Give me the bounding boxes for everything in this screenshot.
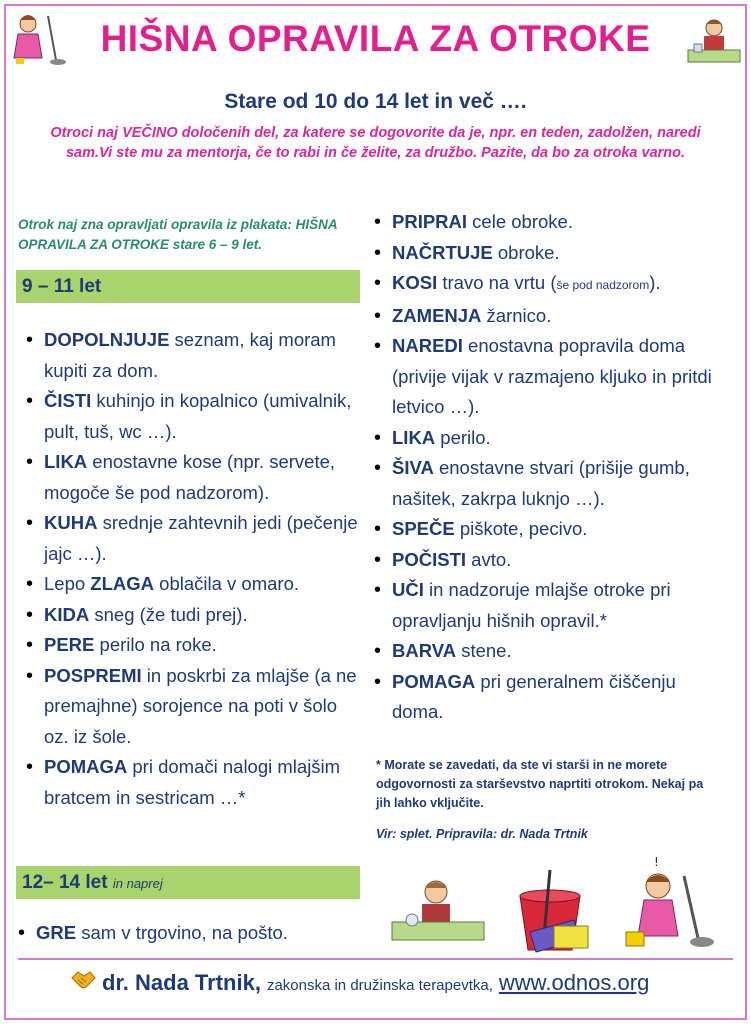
task-verb: BARVA xyxy=(392,640,457,661)
task-verb: ČISTI xyxy=(44,390,92,411)
task-item xyxy=(24,661,364,753)
task-verb: NAREDI xyxy=(392,335,463,356)
task-verb: PRIPRAI xyxy=(392,211,468,232)
task-item xyxy=(372,207,722,238)
age-band-label: 12– 14 let xyxy=(22,872,108,893)
task-verb: ŠIVA xyxy=(392,457,434,478)
task-list-9-11 xyxy=(24,325,364,813)
task-verb: LIKA xyxy=(392,426,436,448)
age-band-suffix: in naprej xyxy=(112,876,163,891)
svg-text:!: ! xyxy=(654,856,659,869)
task-verb: ZLAGA xyxy=(90,573,155,594)
task-text: perilo. xyxy=(435,426,491,448)
source-credit: Vir: splet. Pripravila: dr. Nada Trtnik xyxy=(376,827,588,841)
task-text: obroke. xyxy=(492,241,560,263)
task-item xyxy=(372,667,722,728)
task-verb: ZAMENJA xyxy=(392,304,482,326)
task-verb: NAČRTUJE xyxy=(392,241,493,263)
task-verb: POMAGA xyxy=(44,756,128,777)
task-item xyxy=(24,386,364,447)
task-item xyxy=(24,600,364,631)
task-item xyxy=(24,630,364,661)
footer-divider xyxy=(18,958,733,960)
task-text: seznam, kaj moram kupiti za dom. xyxy=(44,329,336,381)
task-text: in poskrbi za mlajše (a ne premajhne) sorojence na poti v šolo oz. iz šole. xyxy=(44,664,357,747)
handshake-icon xyxy=(70,968,96,990)
task-item xyxy=(372,453,722,514)
task-item xyxy=(372,636,722,667)
task-text: in nadzoruje mlajše otroke pri opravljanju hišnih opravil.* xyxy=(392,579,671,631)
task-text: enostavne kose (npr. servete, mogoče še pod nadzorom). xyxy=(44,451,336,503)
disclaimer-note: * Morate se zavedati, da ste vi starši in ne morete odgovornosti za starševstvo naprtiti otrokom. Nekaj pa jih lahko vključite. xyxy=(376,758,704,810)
task-text: srednje zahtevnih jedi (pečenje jajc …). xyxy=(44,512,358,564)
task-item xyxy=(372,268,722,301)
age-band-9-11 xyxy=(16,270,360,303)
task-verb: KUHA xyxy=(44,512,98,533)
prerequisite-note: Otrok naj zna opravljati opravila iz plakata: HIŠNA OPRAVILA ZA OTROKE stare 6 – 9 let. xyxy=(18,217,338,252)
task-verb: POČISTI xyxy=(392,548,467,570)
task-prefix: Lepo xyxy=(44,573,91,594)
task-verb: DOPOLNJUJE xyxy=(44,329,170,350)
task-text: avto. xyxy=(466,548,512,570)
age-subtitle: Stare od 10 do 14 let in več …. xyxy=(224,90,527,113)
task-verb: KOSI xyxy=(392,272,438,293)
author-name: dr. Nada Trtnik, xyxy=(102,970,261,995)
task-verb: POSPREMI xyxy=(44,664,142,686)
age-band-12-14 xyxy=(16,866,360,899)
task-text: enostavne stvari (prišije gumb, našitek, zakrpa luknjo …). xyxy=(392,457,690,509)
task-item xyxy=(24,325,364,386)
bucket-mop-illustration xyxy=(500,866,600,956)
task-text: stene. xyxy=(456,640,512,661)
task-item xyxy=(24,752,364,813)
task-text: sneg (že tudi prej). xyxy=(89,603,248,625)
task-verb: POMAGA xyxy=(392,670,476,692)
task-item xyxy=(372,545,722,576)
website-link[interactable]: www.odnos.org xyxy=(498,970,650,995)
task-item xyxy=(372,514,722,545)
task-item xyxy=(372,238,722,269)
task-text: kuhinjo in kopalnico (umivalnik, pult, tuš, wc …). xyxy=(44,390,352,442)
task-verb: UČI xyxy=(392,579,424,600)
task-text: oblačila v omaro. xyxy=(154,573,299,594)
girl-vacuum-bottom-illustration xyxy=(624,856,724,952)
task-verb: GRE xyxy=(36,922,77,943)
task-text: enostavna popravila doma (privije vijak v razmajeno kljuko in pritdi letvico …). xyxy=(392,335,712,417)
task-text: cele obroke. xyxy=(467,211,573,232)
task-text: travo na vrtu ( xyxy=(437,272,557,293)
task-item xyxy=(16,918,356,949)
boy-washing-dishes-illustration xyxy=(388,876,488,948)
task-tail: ). xyxy=(649,272,661,293)
task-list-12-14 xyxy=(16,918,356,949)
task-verb: PERE xyxy=(44,634,95,655)
task-text: perilo na roke. xyxy=(94,634,217,655)
task-text: sam v trgovino, na pošto. xyxy=(76,922,288,943)
task-item xyxy=(24,508,364,569)
task-verb: LIKA xyxy=(44,451,88,472)
age-band-label: 9 – 11 let xyxy=(22,276,102,297)
task-text: pri generalnem čiščenju doma. xyxy=(392,670,676,722)
intro-paragraph: Otroci naj VEČINO določenih del, za katere se dogovorite da je, npr. en teden, zadolžen, naredi sam.Vi ste mu za mentorja, če to rabi in če želite, za družbo. Pazite, da bo za otroka varno. xyxy=(50,125,701,161)
task-item xyxy=(372,301,722,332)
task-text: pri domači nalogi mlajšim bratcem in sestricam …* xyxy=(44,756,341,808)
task-small-note: še pod nadzorom xyxy=(556,278,650,292)
task-text: žarnico. xyxy=(481,304,552,326)
footer xyxy=(70,968,730,998)
task-verb: SPEČE xyxy=(392,518,455,539)
task-item xyxy=(372,331,722,423)
author-role: zakonska in družinska terapevtka, xyxy=(266,977,493,994)
poster-title: HIŠNA OPRAVILA ZA OTROKE xyxy=(100,18,651,59)
task-verb: KIDA xyxy=(44,603,90,625)
task-item xyxy=(24,447,364,508)
task-item xyxy=(372,575,722,636)
task-text: piškote, pecivo. xyxy=(454,518,588,539)
task-list-right xyxy=(372,207,722,728)
task-item xyxy=(372,423,722,454)
task-item xyxy=(24,569,364,600)
